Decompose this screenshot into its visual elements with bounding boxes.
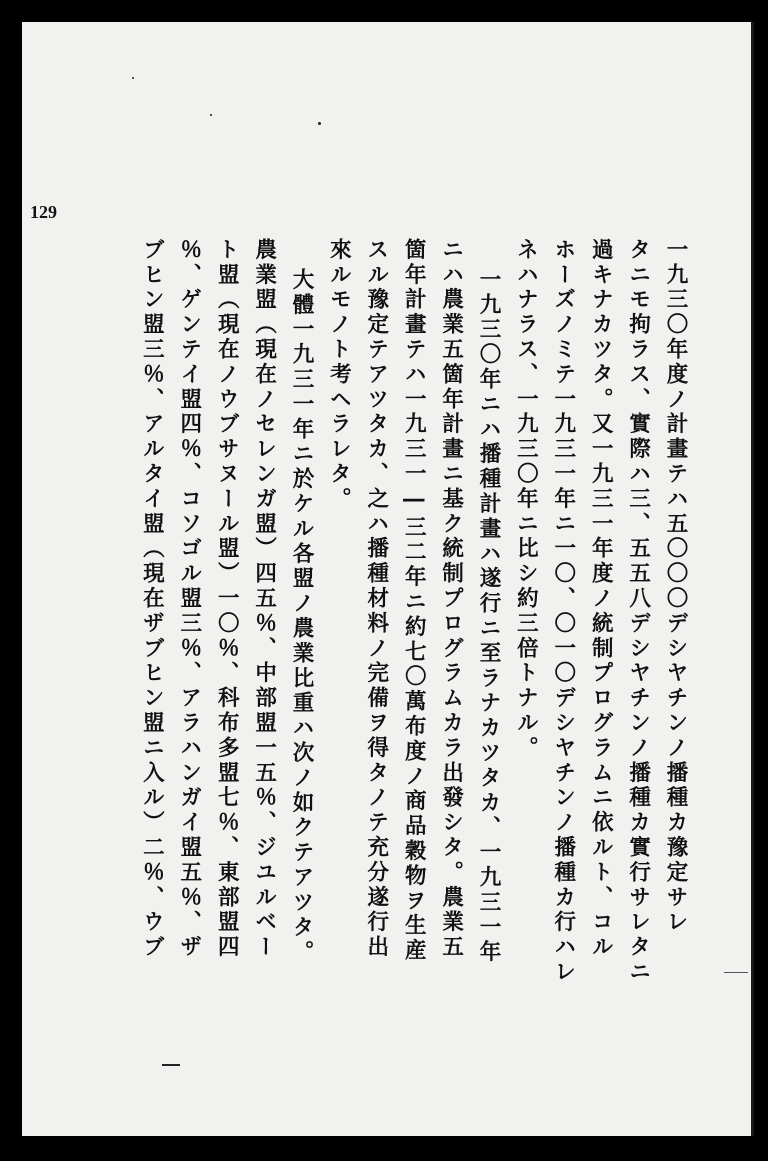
text-column: 一九三〇年度ノ計畫テハ五〇〇〇デシヤチンノ播種カ豫定サレ (663, 238, 688, 936)
text-column: 來ルモノト考ヘラレタ。 (326, 238, 352, 512)
ink-speck (162, 1064, 180, 1066)
page-number: 129 (30, 202, 57, 222)
ink-speck (210, 114, 212, 116)
text-column: ホーズノミテ一九三一年ニ一〇、〇一〇デシヤチンノ播種カ行ハレ (550, 238, 576, 985)
text-column: スル豫定テアツタカ、之ハ播種材料ノ完備ヲ得タノテ充分遂行出 (363, 238, 389, 961)
ink-speck (318, 122, 321, 125)
text-column: ネハナラス、一九三〇年ニ比シ約三倍トナル。 (513, 238, 539, 761)
text-column: 大體一九三一年ニ於ケル各盟ノ農業比重ハ次ノ如クテアツタ。 (289, 268, 314, 966)
text-column: ト盟（現在ノウブサヌール盟）一〇％、科布多盟七％、東部盟四 (214, 238, 240, 961)
margin-mark (724, 972, 748, 973)
text-column: ブヒン盟三％、アルタイ盟（現在ザブヒン盟ニ入ル）二％、ウブ (139, 238, 165, 961)
text-column: 過キナカツタ。又一九三一年度ノ統制プログラムニ依ルト、コル (588, 238, 614, 961)
text-column: 箇年計畫テハ一九三一―三二年ニ約七〇萬布度ノ商品穀物ヲ生産 (401, 238, 427, 964)
book-page (22, 22, 754, 1136)
text-column: 一九三〇年ニハ播種計畫ハ遂行ニ至ラナカツタカ、一九三一年 (476, 268, 501, 966)
page-edge-shadow (751, 22, 754, 1136)
text-column: 農業盟（現在ノセレンガ盟）四五％、中部盟一五％、ジユルベー (251, 238, 277, 961)
text-column: タニモ拘ラス、實際ハ三、五五八デシヤチンノ播種カ實行サレタニ (625, 238, 651, 985)
text-column: ％、ゲンテイ盟四％、コソゴル盟三％、アラハンガイ盟五％、ザ (176, 238, 202, 961)
text-column: ニハ農業五箇年計畫ニ基ク統制プログラムカラ出發シタ。農業五 (438, 238, 464, 961)
ink-speck (132, 77, 134, 79)
